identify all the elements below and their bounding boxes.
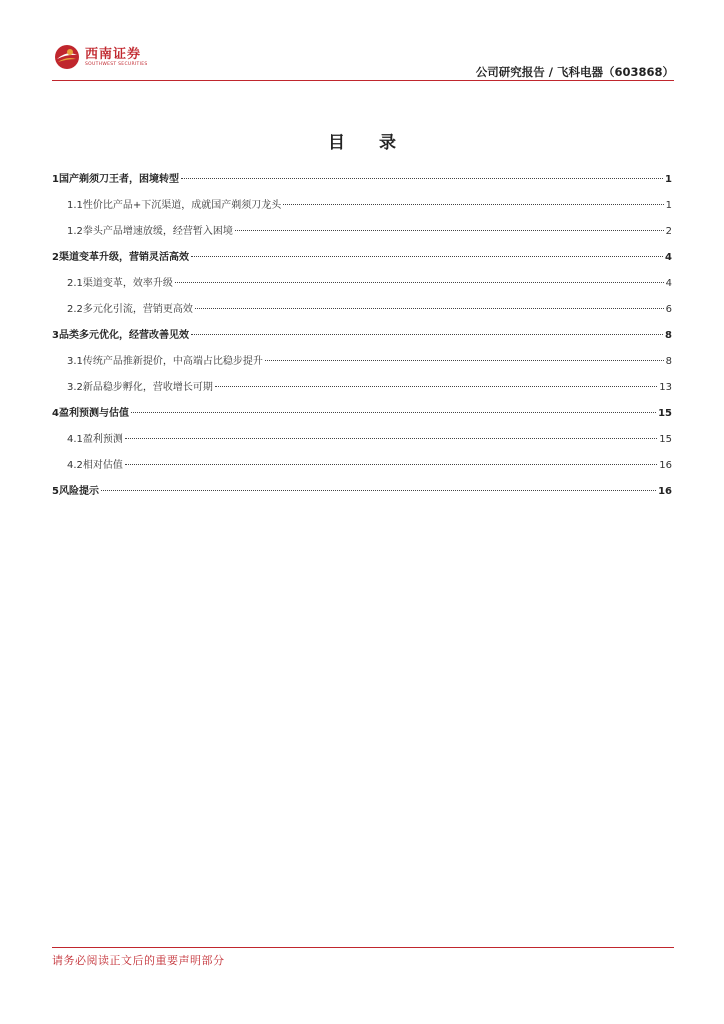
toc-heading: 目 录 xyxy=(328,133,410,153)
toc-dot-leader xyxy=(125,464,657,465)
toc-subsection-entry[interactable] xyxy=(52,430,672,450)
disclaimer-note: 请务必阅读正文后的重要声明部分 xyxy=(52,954,225,967)
footer-divider xyxy=(52,947,674,948)
toc-entry-page: 15 xyxy=(658,408,672,419)
toc-entry-title: 多元化引流，营销更高效 xyxy=(82,304,193,315)
toc-entry-page: 16 xyxy=(659,460,672,471)
toc-dot-leader xyxy=(191,256,663,257)
toc-entry-page: 13 xyxy=(659,382,672,393)
toc-entry-page: 4 xyxy=(665,278,672,289)
toc-entry-page: 4 xyxy=(665,252,672,263)
toc-subsection-entry[interactable] xyxy=(52,352,672,372)
toc-subsection-entry[interactable] xyxy=(52,222,672,242)
toc-dot-leader xyxy=(265,360,664,361)
toc-entry-title: 性价比产品+下沉渠道，成就国产剃须刀龙头 xyxy=(82,200,282,211)
toc-dot-leader xyxy=(101,490,656,491)
toc-entry-title: 国产剃须刀王者，困境转型 xyxy=(58,174,179,185)
logo-emblem-icon xyxy=(54,44,80,70)
toc-dot-leader xyxy=(131,412,656,413)
toc-entry-number: 1 xyxy=(52,174,59,185)
toc-subsection-entry[interactable] xyxy=(52,274,672,294)
toc-subsection-entry[interactable] xyxy=(52,456,672,476)
toc-entry-number: 3 xyxy=(52,330,59,341)
logo-chinese-name: 西南证券 xyxy=(85,46,142,62)
toc-dot-leader xyxy=(235,230,664,231)
toc-entry-page: 1 xyxy=(665,174,672,185)
toc-subsection-entry[interactable] xyxy=(52,378,672,398)
toc-section-entry[interactable] xyxy=(52,326,672,346)
toc-dot-leader xyxy=(181,178,663,179)
toc-section-entry[interactable] xyxy=(52,170,672,190)
toc-entry-number: 4 xyxy=(52,408,59,419)
report-title: 公司研究报告 / 飞科电器（603868） xyxy=(475,65,674,79)
toc-entry-number: 5 xyxy=(52,486,59,497)
toc-section-entry[interactable] xyxy=(52,482,672,502)
toc-dot-leader xyxy=(283,204,663,205)
toc-subsection-entry[interactable] xyxy=(52,196,672,216)
company-logo xyxy=(54,44,148,70)
toc-entry-number: 3.1 xyxy=(67,356,83,367)
toc-entry-number: 3.2 xyxy=(67,382,83,393)
toc-entry-title: 风险提示 xyxy=(58,486,99,497)
toc-entry-title: 新品稳步孵化，营收增长可期 xyxy=(82,382,213,393)
toc-entry-number: 2.1 xyxy=(67,278,83,289)
toc-entry-title: 渠道变革，效率升级 xyxy=(82,278,173,289)
page-header xyxy=(52,40,674,80)
toc-dot-leader xyxy=(125,438,657,439)
toc-entry-title: 盈利预测 xyxy=(82,434,123,445)
toc-entry-title: 品类多元优化，经营改善见效 xyxy=(58,330,189,341)
toc-dot-leader xyxy=(191,334,663,335)
header-divider xyxy=(52,80,674,81)
toc-entry-page: 16 xyxy=(658,486,672,497)
toc-entry-page: 15 xyxy=(659,434,672,445)
toc-subsection-entry[interactable] xyxy=(52,300,672,320)
toc-entry-number: 1.1 xyxy=(67,200,83,211)
toc-entry-title: 盈利预测与估值 xyxy=(58,408,129,419)
toc-entry-title: 相对估值 xyxy=(82,460,123,471)
toc-entry-title: 渠道变革升级，营销灵活高效 xyxy=(58,252,189,263)
toc-entry-number: 4.2 xyxy=(67,460,83,471)
toc-entry-page: 1 xyxy=(665,200,672,211)
toc-dot-leader xyxy=(215,386,657,387)
toc-entry-number: 2 xyxy=(52,252,59,263)
toc-entry-number: 2.2 xyxy=(67,304,83,315)
logo-english-name: SOUTHWEST SECURITIES xyxy=(85,61,148,67)
toc-entry-number: 1.2 xyxy=(67,226,83,237)
toc-dot-leader xyxy=(175,282,664,283)
toc-entry-number: 4.1 xyxy=(67,434,83,445)
toc-entry-title: 传统产品推新提价，中高端占比稳步提升 xyxy=(82,356,263,367)
toc-entry-page: 6 xyxy=(665,304,672,315)
toc-entry-page: 2 xyxy=(665,226,672,237)
toc-section-entry[interactable] xyxy=(52,404,672,424)
toc-entry-title: 拳头产品增速放缓，经营暂入困境 xyxy=(82,226,233,237)
toc-entry-page: 8 xyxy=(665,330,672,341)
toc-entry-page: 8 xyxy=(665,356,672,367)
toc-dot-leader xyxy=(195,308,664,309)
toc-section-entry[interactable] xyxy=(52,248,672,268)
